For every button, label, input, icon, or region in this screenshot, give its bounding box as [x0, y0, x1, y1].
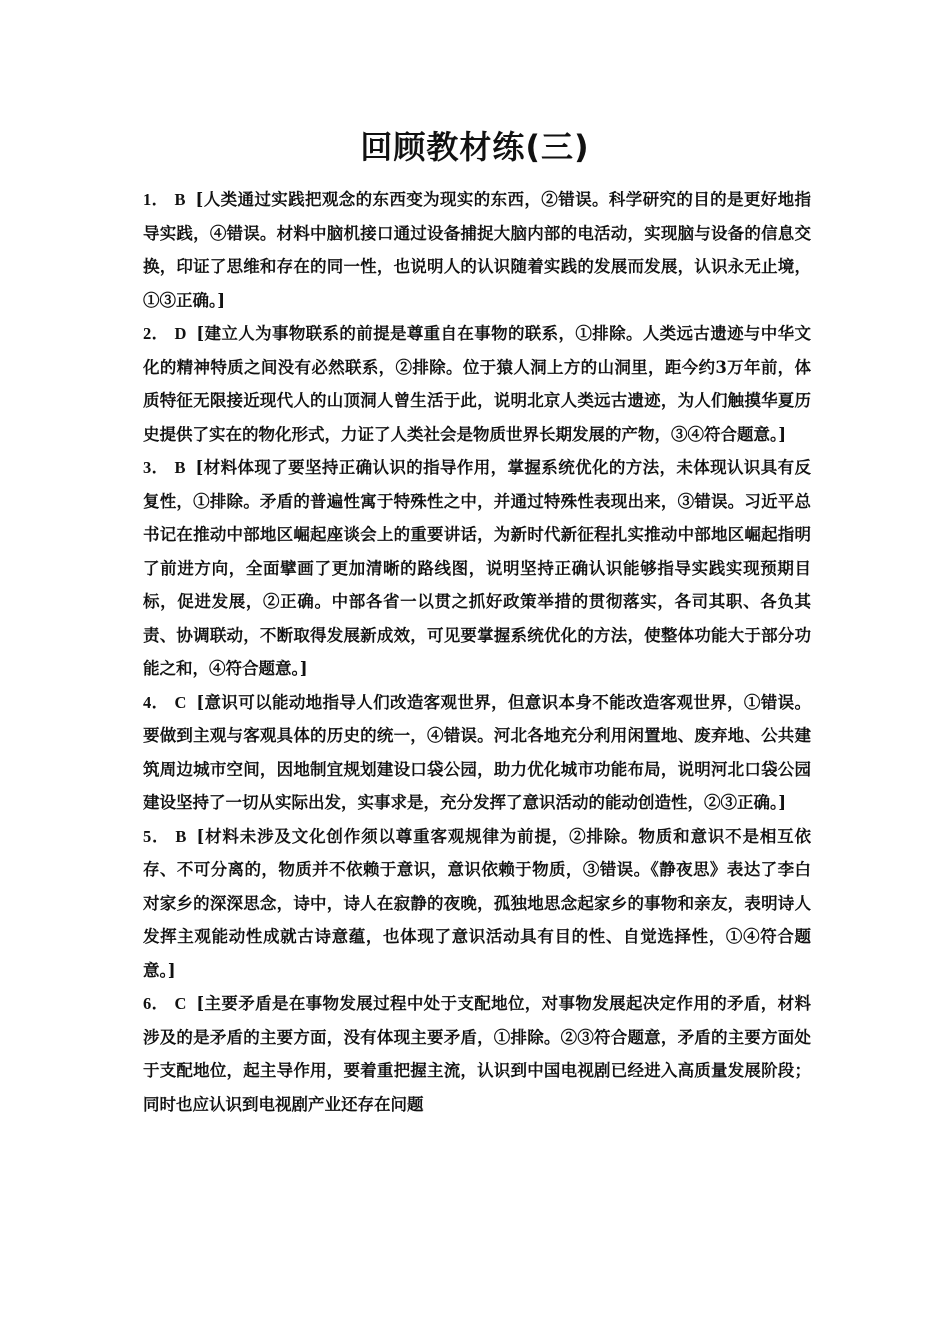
explanation-text: [建立人为事物联系的前提是尊重自在事物的联系，①排除。人类远古遗迹与中华文化的精神特质之间没有必然联系，②排除。位于猿人洞上方的山洞里，距今约3万年前，体质特征无限接近现代人的山顶洞人曾生活于此，说明北京人类远古遗迹，为人们触摸华夏历史提供了实在的物化形式，力证了人类社会是物质世界长期发展的产物，③④符合题意。] — [143, 324, 812, 444]
page-title: 回顾教材练(三) — [360, 128, 590, 166]
answer-item-4 — [143, 686, 811, 820]
question-number: 1． — [143, 190, 169, 209]
question-number: 3． — [143, 458, 169, 477]
question-number: 5． — [143, 826, 170, 846]
explanation-text: [材料体现了要坚持正确认识的指导作用，掌握系统优化的方法，未体现认识具有反复性，①排除。矛盾的普遍性寓于特殊性之中，并通过特殊性表现出来，③错误。习近平总书记在推动中部地区崛起座谈会上的重要讲话，为新时代新征程扎实推动中部地区崛起指明了前进方向，全面擘画了更加清晰的路线图，说明坚持正确认识能够指导实践实现预期目标，促进发展，②正确。中部各省一以贯之抓好政策举措的贯彻落实，各司其职、各负其责、协调联动，不断取得发展新成效，可见要掌握系统优化的方法，使整体功能大于部分功能之和，④符合题意。] — [143, 458, 812, 678]
question-number: 6． — [143, 994, 169, 1013]
question-number: 2． — [143, 324, 169, 343]
explanation-text: [主要矛盾是在事物发展过程中处于支配地位，对事物发展起决定作用的矛盾，材料涉及的是矛盾的主要方面，没有体现主要矛盾，①排除。②③符合题意，矛盾的主要方面处于支配地位，起主导作用，要着重把握主流，认识到中国电视剧已经进入高质量发展阶段；同时也应认识到电视剧产业还存在问题 — [143, 994, 812, 1114]
answer-choice: B — [174, 190, 186, 209]
question-number: 4． — [143, 692, 169, 712]
answer-item-2 — [143, 317, 811, 451]
answer-choice: C — [174, 994, 187, 1013]
explanation-text: [意识可以能动地指导人们改造客观世界，但意识本身不能改造客观世界，①错误。要做到主观与客观具体的历史的统一，④错误。河北各地充分利用闲置地、废弃地、公共建筑周边城市空间，因地制宜规划建设口袋公园，助力优化城市功能布局，说明河北口袋公园建设坚持了一切从实际出发，实事求是，充分发挥了意识活动的能动创造性，②③正确。] — [143, 692, 812, 812]
answer-item-3 — [143, 451, 811, 686]
answer-list — [143, 183, 811, 1121]
answer-choice: C — [174, 692, 187, 712]
answer-choice: B — [175, 826, 187, 846]
answer-choice: B — [174, 458, 186, 477]
answer-item-5 — [143, 820, 811, 988]
answer-choice: D — [174, 324, 187, 343]
answer-item-1 — [143, 183, 811, 317]
explanation-text: [人类通过实践把观念的东西变为现实的东西，②错误。科学研究的目的是更好地指导实践，④错误。材料中脑机接口通过设备捕捉大脑内部的电活动，实现脑与设备的信息交换，印证了思维和存在的同一性，也说明人的认识随着实践的发展而发展，认识永无止境，①③正确。] — [143, 190, 812, 310]
answer-item-6 — [143, 987, 811, 1121]
explanation-text: [材料未涉及文化创作须以尊重客观规律为前提，②排除。物质和意识不是相互依存、不可分离的，物质并不依赖于意识，意识依赖于物质，③错误。《静夜思》表达了李白对家乡的深深思念，诗中，诗人在寂静的夜晚，孤独地思念起家乡的事物和亲友，表明诗人发挥主观能动性成就古诗意蕴，也体现了意识活动具有目的性、自觉选择性，①④符合题意。] — [143, 826, 811, 980]
